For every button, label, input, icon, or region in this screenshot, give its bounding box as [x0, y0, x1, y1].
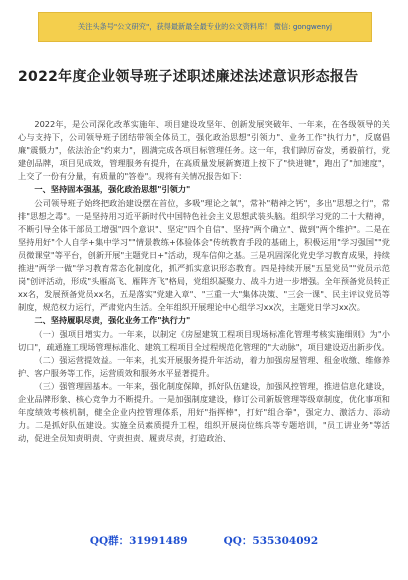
qq-group: QQ群：31991489 — [89, 534, 188, 547]
paragraph: （三）强管理固基本。一年来，强化制度保障，抓好队伍建设，加强风控管理，推进信息化建设，企业品牌形象、核心竞争力不断提升。一是加强制度建设，修订公司新版管理等级章制度，优化事项和年度绩效考核机制，健全企业内控管理体系，用好"指挥棒"，打好"组合拳"，强定力、激活力、添动力。二是抓好队伍建设。实施全员素质提升工程，组织开展岗位练兵等专题培训，"员工讲业务"等活动，促进全员知责明责、守责担责、履责尽责，打造政治、 — [18, 380, 390, 444]
promo-banner — [38, 12, 372, 42]
paragraph: 公司领导班子始终把政治建设摆在首位，多吸"理论之氧"，常补"精神之钙"，多出"思想之行"，常排"思想之毒"。一是坚持用习近平新时代中国特色社会主义思想武装头脑。组织学习党的二十大精神，不断引导全体干部员工增强"四个意识"、坚定"四个自信"、坚持"两个确立"、做到"两个维护"。二是在坚持用好"个人自学+集中学习""情景教练+体验体会"传统教育手段的基础上，积极运用"学习强国""党员微课堂"等平台，创新开展"主题党日+"活动，现车信仰之基。三是巩固深化党史学习教育成果，持续推进"两学一做"学习教育常态化制度化，抓严抓实意识形态教育。四是持续开展"五星党员""党员示范岗"创评活动，形成"头雁高飞、雁阵齐飞"格局，党组织凝聚力、战斗力进一步增强。全年预备党员转正xx名，发展预备党员xx名，五是落实"党建入章"、"三重一大"集体决策、"三会一课"、民主评议党员等制度，规范权力运行，严肃党内生活。全年组织开展理论中心组学习xx次，主题党日学习xx次。 — [18, 197, 390, 313]
qq-number: QQ：535304092 — [223, 534, 319, 547]
section-heading: 一、坚持固本强基，强化政治思想"引领力" — [34, 184, 191, 195]
paragraph: 2022年，是公司深化改革实施年、项目建设攻坚年、创新发展突破年、一年来，在各级领导的关心与支持下，公司领导班子团结带领全体员工，强化政治思想"引领力"、业务工作"执行力"，反腐倡廉"震慑力"，依法治企"约束力"，圆满完成各项目标管理任务。这一年，我们踔厉奋发，勇毅前行，党建创品牌，项目见成效，管理服务有提升，在高质量发展新赛道上按下了"快进键"，跑出了"加速度"，上交了一份有分量，有质量的"答卷"。现将有关情况报告如下： — [18, 119, 390, 182]
section-heading: 二、坚持履职尽责，强化业务工作"执行力" — [34, 315, 191, 326]
document-body — [18, 118, 390, 530]
paragraph: （二）强运营提效益。一年来，扎实开展服务提升年活动，着力加强房屋管理、租金收缴、维修养护、客户服务等工作，运营质效和服务水平显著提升。 — [18, 354, 390, 378]
paragraph: （一）强项目增实力。一年来，以制定《房屋建筑工程项目现场标准化管理考核实施细则》为"小切口"，疏通施工现场管理标准化、建筑工程项目全过程规范化管理的"大动脉"，项目建设迈出新步伐。 — [18, 328, 390, 352]
promo-banner-text: 关注头条号"公文研究"，获得最新最全最专业的公文资料库！ 微信: gongwenyj — [77, 22, 333, 31]
footer-contact — [0, 528, 408, 552]
document-title: 2022年度企业领导班子述职述廉述法述意识形态报告 — [18, 69, 359, 85]
